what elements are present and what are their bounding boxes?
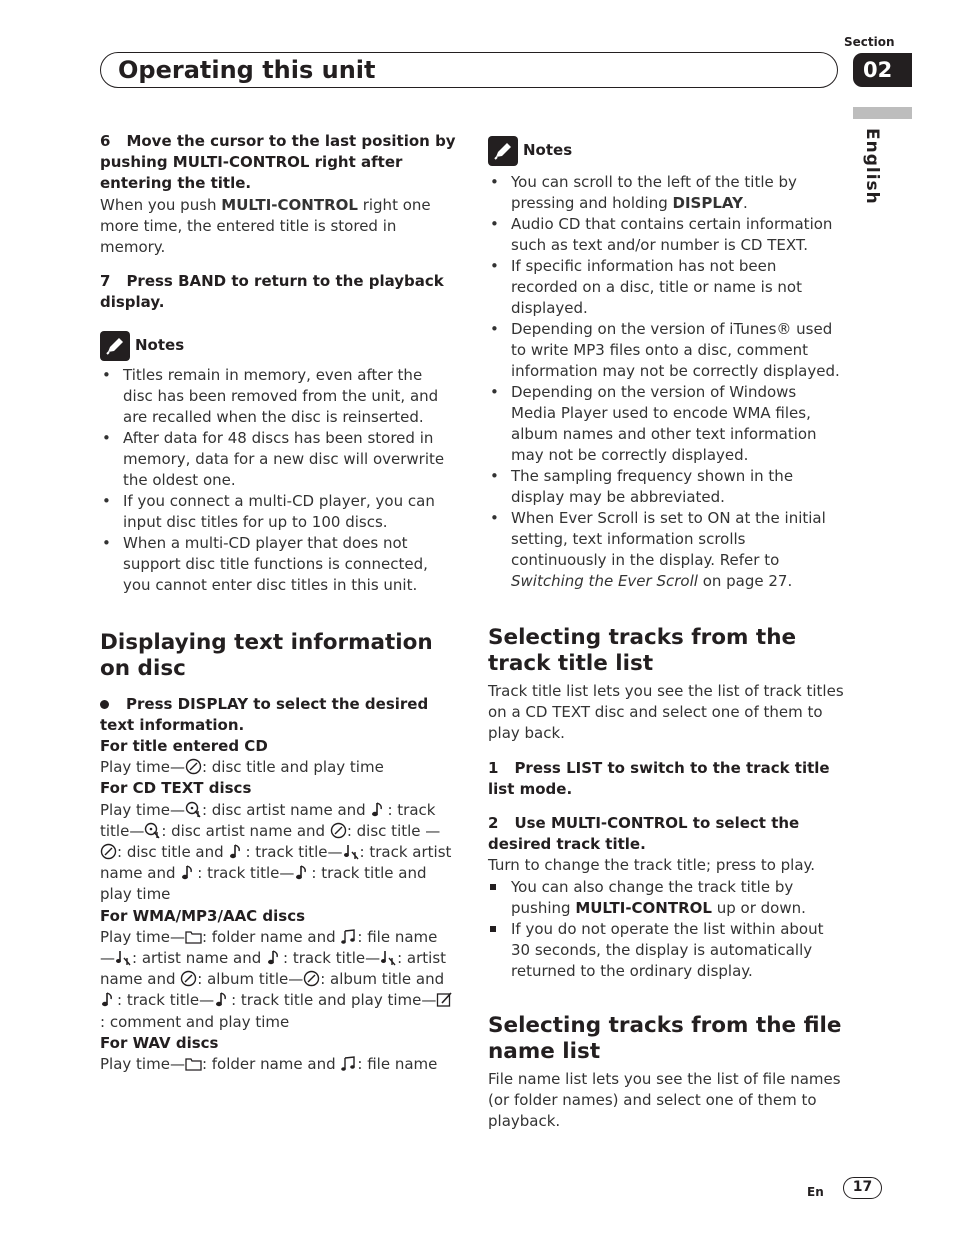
heading-file-name-list: Selecting tracks from the file name list bbox=[488, 1012, 842, 1064]
note-item: • When a multi-CD player that does not support disc title functions is connected, you cannot enter disc titles in this unit. bbox=[100, 533, 456, 596]
file-music-icon bbox=[340, 1055, 357, 1072]
notes-list bbox=[488, 172, 844, 592]
sub-title-entered-cd-body: Play time— : disc title and play time bbox=[100, 758, 384, 777]
track-note-icon bbox=[294, 864, 311, 881]
sub-wma-mp3-aac-body: Play time— : folder name and : file name — : artist name and : track title— : artist name and : album title— : album title and : track title— : track title and play time—: comment and play time bbox=[100, 927, 456, 1033]
step-6: 6 Move the cursor to the last position by pushing MULTI-CONTROL right after entering the title. bbox=[100, 132, 456, 193]
step-2-body: Turn to change the track title; press to play. bbox=[488, 856, 816, 875]
footer-language: En bbox=[807, 1185, 824, 1199]
track-note-icon bbox=[266, 949, 283, 966]
bullet-dot-icon bbox=[100, 700, 109, 709]
page-title: Operating this unit bbox=[118, 56, 376, 84]
track-note-icon bbox=[370, 801, 387, 818]
note-item: • Titles remain in memory, even after the disc has been removed from the unit, and are recalled when the disc is reinserted. bbox=[100, 365, 456, 428]
intro-file-name-list: File name list lets you see the list of file names (or folder names) and select one of them to playback. bbox=[488, 1069, 841, 1131]
album-icon bbox=[180, 970, 197, 987]
track-note-icon bbox=[214, 991, 231, 1008]
intro-track-title-list: Track title list lets you see the list of track titles on a CD TEXT disc and select one of them to play back. bbox=[488, 682, 844, 743]
track-artist-icon bbox=[343, 843, 360, 860]
note-item: • The sampling frequency shown in the display may be abbreviated. bbox=[488, 466, 844, 508]
note-item: • When Ever Scroll is set to ON at the initial setting, text information scrolls continuously in the display. Refer to Switching the Ever Scroll on page 27. bbox=[488, 508, 844, 592]
tip-item: You can also change the track title by pushing MULTI-CONTROL up or down. bbox=[488, 877, 844, 919]
track-artist-icon bbox=[115, 949, 132, 966]
step-7: 7 Press BAND to return to the playback display. bbox=[100, 272, 444, 312]
notes-list bbox=[100, 365, 456, 596]
language-tab: English bbox=[862, 128, 882, 205]
note-item: • Depending on the version of iTunes® used to write MP3 files onto a disc, comment information may not be correctly displayed. bbox=[488, 319, 844, 382]
file-music-icon bbox=[340, 928, 357, 945]
heading-track-title-list: Selecting tracks from the track title list bbox=[488, 625, 797, 676]
disc-artist-icon bbox=[144, 822, 161, 839]
section-label: Section bbox=[844, 35, 895, 49]
heading-displaying-text: Displaying text information on disc bbox=[100, 629, 433, 681]
folder-icon bbox=[185, 1055, 202, 1072]
sub-wav-body: Play time— : folder name and : file name bbox=[100, 1055, 438, 1074]
track-artist-icon bbox=[380, 949, 397, 966]
sub-wma-mp3-aac: For WMA/MP3/AAC discs bbox=[100, 906, 306, 925]
note-item: • After data for 48 discs has been stored in memory, data for a new disc will overwrite the oldest one. bbox=[100, 428, 456, 491]
tip-item: If you do not operate the list within about 30 seconds, the display is automatically returned to the ordinary display. bbox=[488, 919, 844, 982]
sub-cd-text: For CD TEXT discs bbox=[100, 779, 252, 798]
album-icon bbox=[303, 970, 320, 987]
section-number: 02 bbox=[853, 53, 912, 87]
note-item: • If specific information has not been recorded on a disc, title or name is not displayed. bbox=[488, 256, 844, 319]
note-item: • Depending on the version of Windows Media Player used to encode WMA files, album names and other text information may not be correctly displayed. bbox=[488, 382, 844, 466]
language-tab-marker bbox=[853, 107, 912, 119]
track-note-icon bbox=[228, 843, 245, 860]
note-item: • You can scroll to the left of the title by pressing and holding DISPLAY. bbox=[488, 172, 844, 214]
disc-icon bbox=[330, 822, 347, 839]
track-note-icon bbox=[180, 864, 197, 881]
pencil-note-icon bbox=[100, 331, 130, 361]
sub-wav: For WAV discs bbox=[100, 1033, 219, 1052]
disc-icon bbox=[100, 843, 117, 860]
sub-title-entered-cd: For title entered CD bbox=[100, 737, 268, 756]
pencil-note-icon bbox=[488, 136, 518, 166]
page-number: 17 bbox=[843, 1177, 882, 1199]
comment-icon bbox=[436, 991, 453, 1008]
step-6-body: When you push MULTI-CONTROL right one more time, the entered title is stored in memory. bbox=[100, 195, 431, 257]
step-2: 2 Use MULTI-CONTROL to select the desired track title. bbox=[488, 814, 800, 854]
notes-header: Notes bbox=[488, 136, 844, 166]
left-column bbox=[100, 131, 456, 1075]
disc-icon bbox=[185, 758, 202, 775]
note-item: • If you connect a multi-CD player, you can input disc titles for up to 100 discs. bbox=[100, 491, 456, 533]
disc-artist-icon bbox=[185, 801, 202, 818]
display-step: Press DISPLAY to select the desired text information. bbox=[100, 694, 429, 734]
note-item: • Audio CD that contains certain information such as text and/or number is CD TEXT. bbox=[488, 214, 844, 256]
folder-icon bbox=[185, 928, 202, 945]
sub-cd-text-body: Play time— : disc artist name and : track title— : disc artist name and : disc title —: disc title and : track title— : track artist name and : track title— : track title and play time bbox=[100, 800, 452, 904]
right-column bbox=[488, 136, 844, 1132]
track-note-icon bbox=[100, 991, 117, 1008]
notes-header: Notes bbox=[100, 331, 456, 361]
step-1: 1 Press LIST to switch to the track title list mode. bbox=[488, 758, 830, 798]
